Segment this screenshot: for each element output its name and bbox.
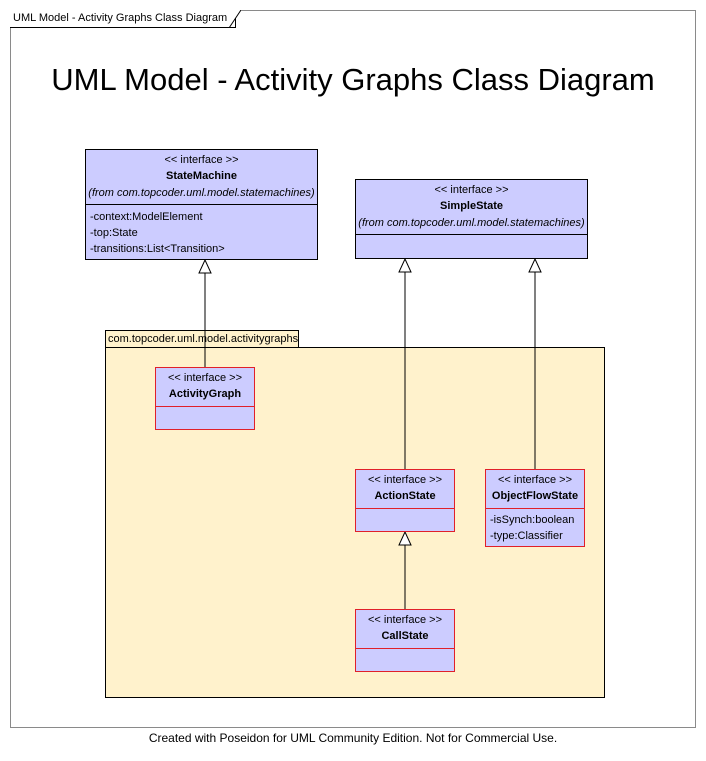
stereotype: << interface >> bbox=[498, 474, 572, 486]
attribute: -top:State bbox=[90, 227, 138, 239]
attribute: -isSynch:boolean bbox=[490, 514, 575, 526]
class-simplestate[interactable] bbox=[355, 179, 588, 259]
generalization-arrowhead bbox=[199, 260, 211, 273]
class-header bbox=[356, 180, 587, 235]
class-objectflowstate[interactable] bbox=[485, 469, 585, 547]
stereotype: << interface >> bbox=[168, 372, 242, 384]
class-name: ObjectFlowState bbox=[491, 490, 579, 502]
class-origin: (from com.topcoder.uml.model.statemachines) bbox=[358, 217, 585, 229]
attribute-list bbox=[86, 205, 317, 257]
class-origin: (from com.topcoder.uml.model.statemachines) bbox=[88, 187, 315, 199]
footer-note: Created with Poseidon for UML Community Edition. Not for Commercial Use. bbox=[148, 731, 558, 745]
generalization-arrowhead bbox=[399, 532, 411, 545]
generalization-arrowhead bbox=[529, 259, 541, 272]
class-name: ActionState bbox=[374, 490, 436, 502]
class-activitygraph[interactable] bbox=[155, 367, 255, 430]
class-header bbox=[86, 150, 317, 205]
stereotype: << interface >> bbox=[368, 614, 442, 626]
class-name: SimpleState bbox=[440, 200, 503, 212]
class-statemachine[interactable] bbox=[85, 149, 318, 260]
class-name: StateMachine bbox=[166, 170, 237, 182]
stereotype: << interface >> bbox=[368, 474, 442, 486]
generalization-arrowhead bbox=[399, 259, 411, 272]
stereotype: << interface >> bbox=[164, 154, 239, 166]
class-name: ActivityGraph bbox=[168, 388, 242, 400]
attribute: -type:Classifier bbox=[490, 530, 563, 542]
class-header bbox=[486, 470, 584, 509]
class-header bbox=[156, 368, 254, 407]
class-name: CallState bbox=[381, 630, 429, 642]
package-name: com.topcoder.uml.model.activitygraphs bbox=[105, 330, 299, 348]
stereotype: << interface >> bbox=[434, 184, 509, 196]
attribute: -context:ModelElement bbox=[90, 211, 203, 223]
frame-tab-label: UML Model - Activity Graphs Class Diagram bbox=[10, 10, 236, 28]
attribute: -transitions:List<Transition> bbox=[90, 243, 225, 255]
class-actionstate[interactable] bbox=[355, 469, 455, 532]
class-callstate[interactable] bbox=[355, 609, 455, 672]
class-header bbox=[356, 610, 454, 649]
attribute-list bbox=[486, 509, 584, 544]
diagram-title: UML Model - Activity Graphs Class Diagram bbox=[51, 62, 655, 97]
class-header bbox=[356, 470, 454, 509]
